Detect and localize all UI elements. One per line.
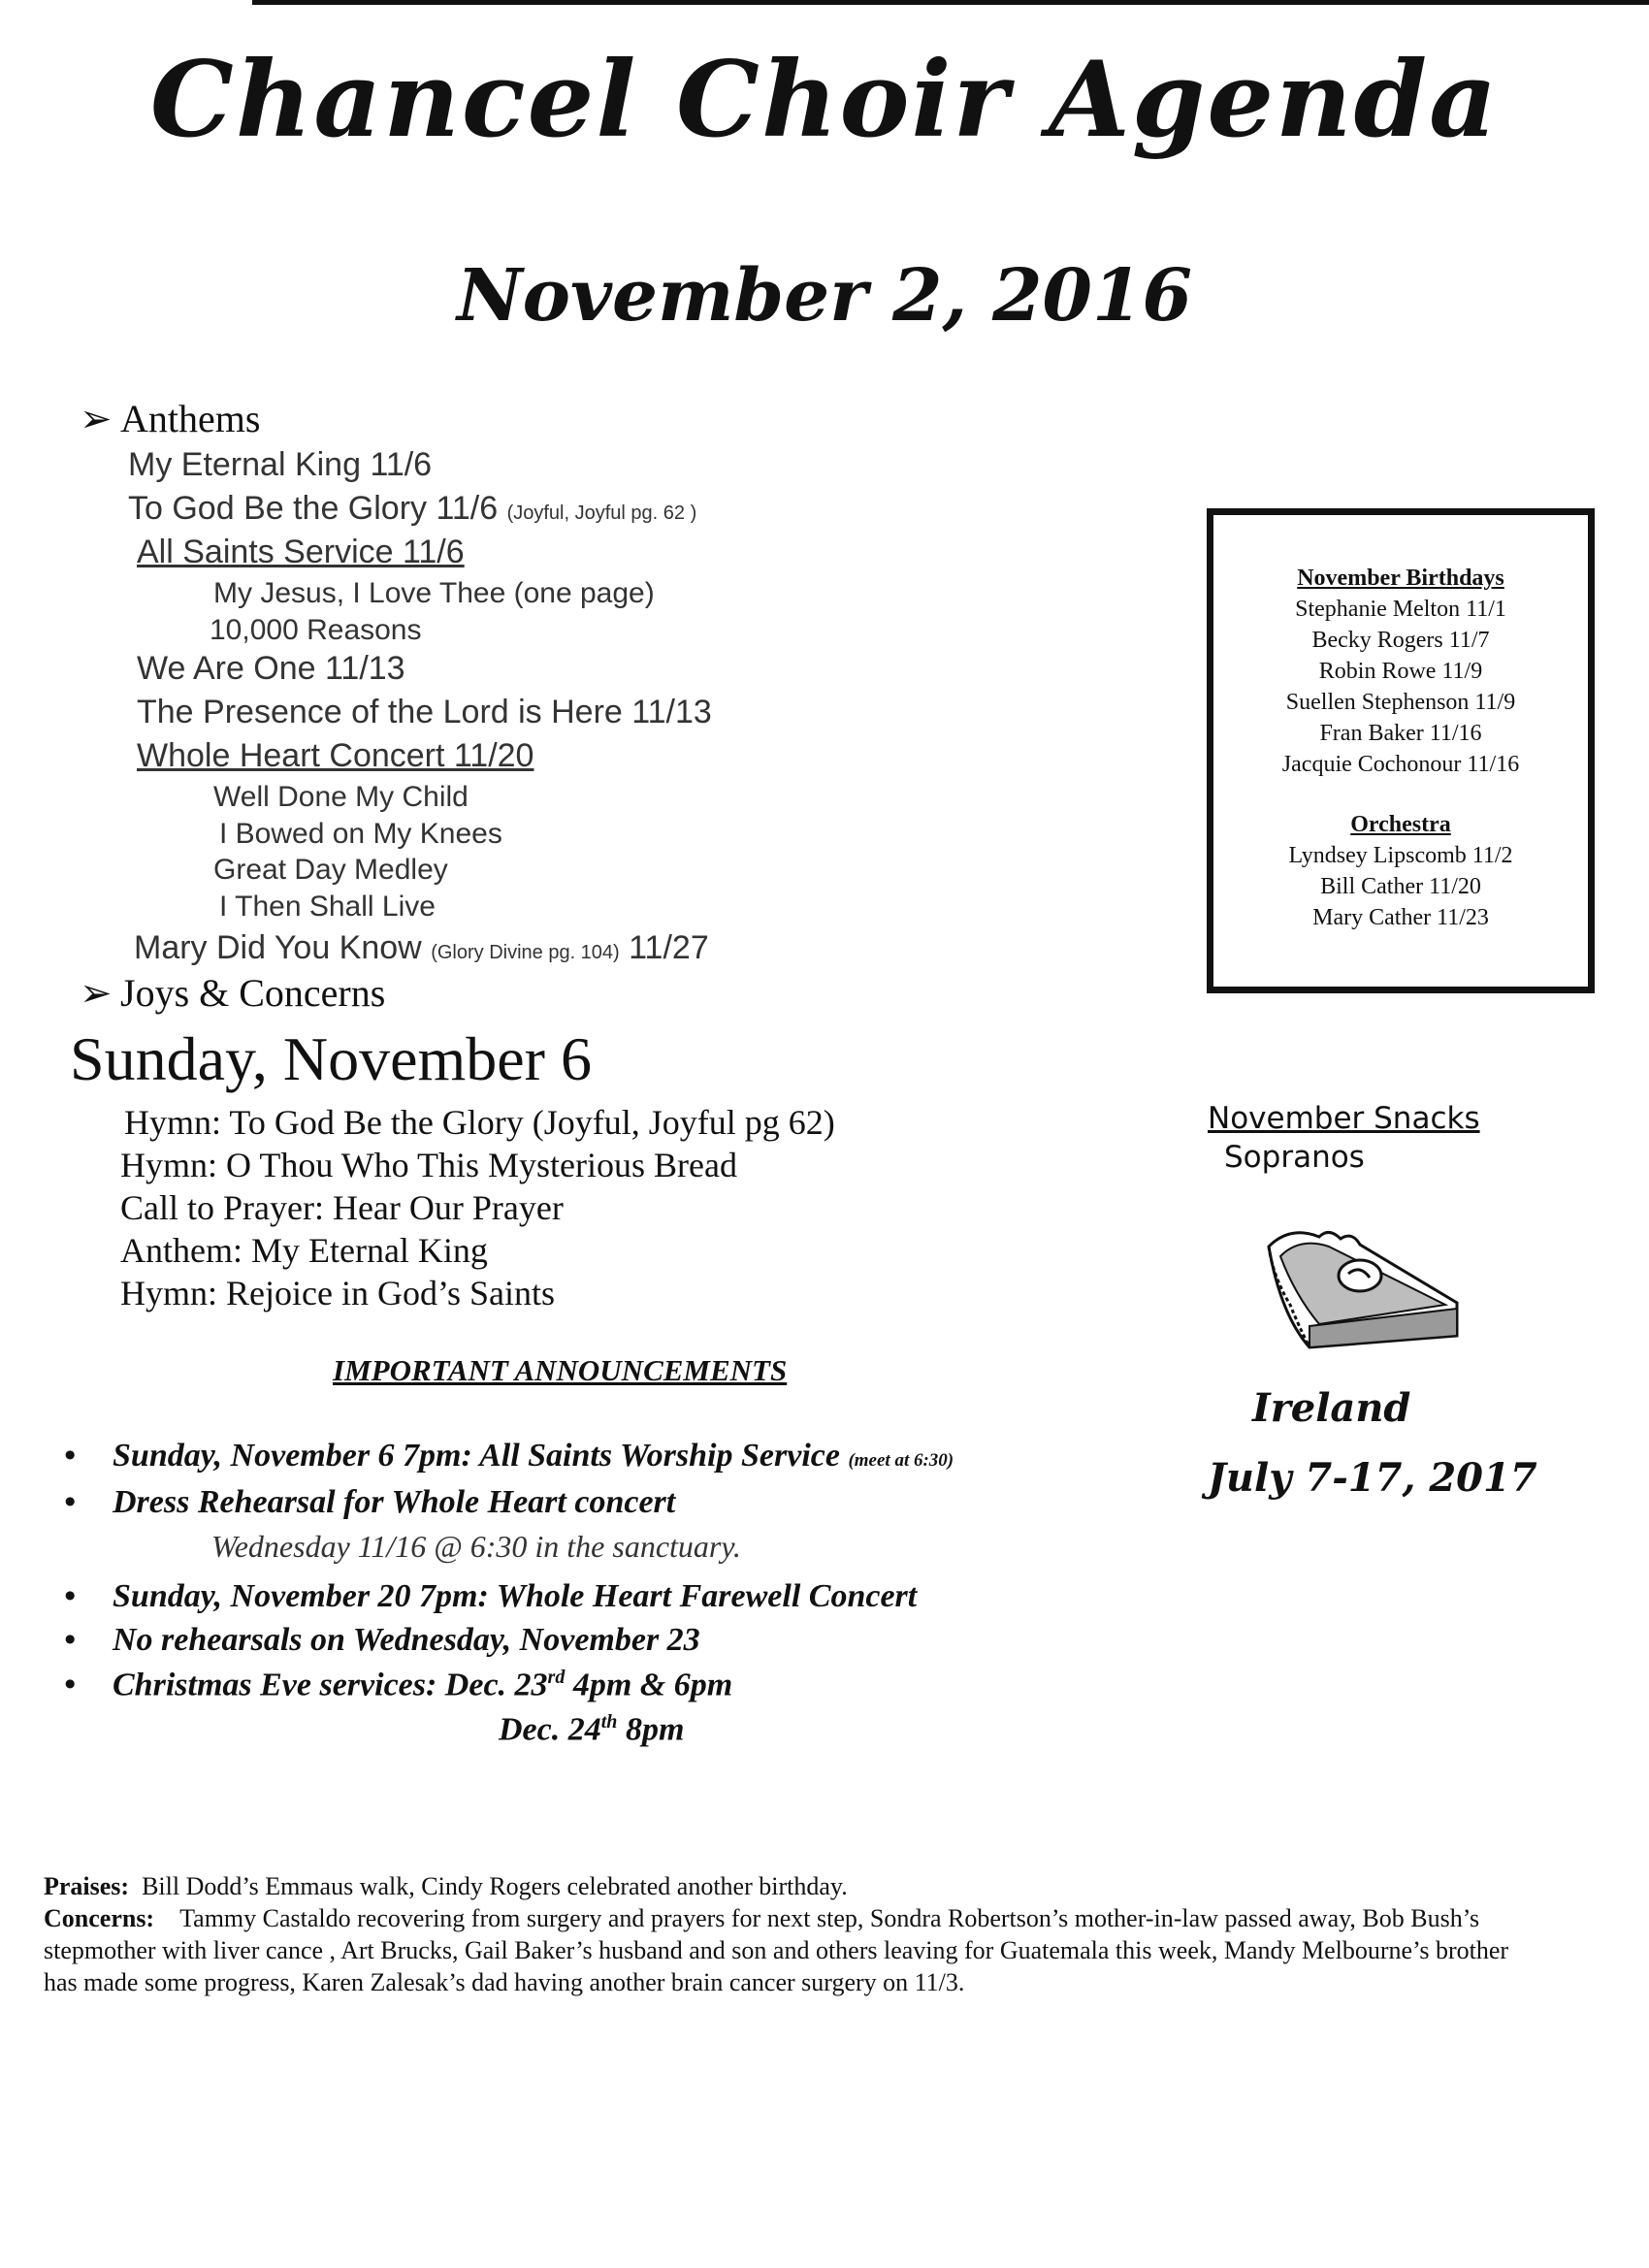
anthem-subitem: Great Day Medley: [213, 854, 448, 886]
bullet-icon: •: [64, 1578, 76, 1614]
concerns-label: Concerns:: [44, 1904, 155, 1932]
announcement-item: • Dress Rehearsal for Whole Heart concert: [64, 1484, 676, 1520]
birthday-item: Suellen Stephenson 11/9: [1285, 690, 1516, 715]
anthem-item: We Are One 11/13: [137, 650, 405, 687]
announcement-item: • Sunday, November 6 7pm: All Saints Worship Service (meet at 6:30): [64, 1438, 954, 1474]
announcement-subitem: Wednesday 11/16 @ 6:30 in the sanctuary.: [211, 1529, 741, 1564]
anthem-group-heading: All Saints Service 11/6: [137, 534, 465, 570]
birthdays-heading: November Birthdays: [1297, 566, 1504, 591]
anthem-item: To God Be the Glory 11/6 (Joyful, Joyful pg. 62 ): [128, 490, 697, 527]
anthem-subitem: I Bowed on My Knees: [219, 818, 502, 850]
service-item: Anthem: My Eternal King: [120, 1231, 488, 1270]
announcement-subitem: Dec. 24th 8pm: [499, 1711, 685, 1748]
service-item: Hymn: Rejoice in God’s Saints: [120, 1274, 555, 1312]
page-title: Chancel Choir Agenda: [149, 39, 1500, 161]
trip-dates: July 7-17, 2017: [1208, 1455, 1537, 1501]
anthem-item: Mary Did You Know (Glory Divine pg. 104) 11/27: [134, 929, 709, 966]
announcement-item: • No rehearsals on Wednesday, November 23: [64, 1622, 700, 1658]
snacks-group: Sopranos: [1224, 1140, 1365, 1175]
bullet-icon: •: [64, 1622, 76, 1658]
birthdays-box: [1207, 508, 1595, 993]
snacks-heading: November Snacks: [1208, 1101, 1480, 1136]
orchestra-heading: Orchestra: [1350, 812, 1451, 837]
bullet-icon: •: [64, 1438, 76, 1474]
birthday-item: Jacquie Cochonour 11/16: [1281, 752, 1520, 777]
sunday-heading: Sunday, November 6: [70, 1024, 592, 1093]
announcement-item: • Sunday, November 20 7pm: Whole Heart Farewell Concert: [64, 1578, 918, 1614]
anthem-subitem: 10,000 Reasons: [210, 614, 422, 646]
service-item: Hymn: To God Be the Glory (Joyful, Joyful pg 62): [124, 1103, 835, 1142]
anthem-subitem: Well Done My Child: [213, 781, 469, 813]
announcement-item: • Christmas Eve services: Dec. 23rd 4pm & 6pm: [64, 1667, 733, 1703]
bullet-icon: •: [64, 1667, 76, 1703]
top-border: [252, 0, 1649, 5]
orchestra-item: Bill Cather 11/20: [1320, 874, 1481, 899]
anthems-heading: ➢ Anthems: [80, 397, 261, 440]
anthem-item: My Eternal King 11/6: [128, 446, 433, 483]
bullet-icon: •: [64, 1484, 76, 1520]
anthem-item: The Presence of the Lord is Here 11/13: [137, 694, 712, 730]
orchestra-item: Mary Cather 11/23: [1312, 905, 1489, 930]
agenda-date: November 2, 2016: [457, 254, 1192, 338]
concerns-text: Tammy Castaldo recovering from surgery and prayers for next step, Sondra Robertson’s mother-in-law passed away, Bob Bush’s stepmother with liver cance , Art Brucks, Gail Baker’s husband and son and others leaving for Guatemala this week, Mandy Melbourne’s brother has made some progress, Karen Zalesak’s dad having another brain cancer surgery on 11/3.: [44, 1904, 1509, 1996]
announcements-heading: IMPORTANT ANNOUNCEMENTS: [333, 1353, 788, 1387]
arrow-bullet-icon: ➢: [80, 971, 113, 1015]
service-item: Hymn: O Thou Who This Mysterious Bread: [120, 1146, 737, 1184]
praises-label: Praises:: [44, 1872, 130, 1900]
pie-slice-icon: [1251, 1217, 1465, 1353]
birthday-item: Robin Rowe 11/9: [1318, 659, 1483, 684]
service-item: Call to Prayer: Hear Our Prayer: [120, 1188, 564, 1227]
orchestra-item: Lyndsey Lipscomb 11/2: [1288, 843, 1513, 868]
birthday-item: Becky Rogers 11/7: [1311, 628, 1490, 653]
joys-heading: ➢ Joys & Concerns: [80, 971, 386, 1015]
anthem-subitem: My Jesus, I Love Thee (one page): [213, 577, 655, 609]
praises-concerns-notes: [44, 1870, 1537, 1998]
birthday-item: Fran Baker 11/16: [1319, 721, 1482, 746]
anthem-group-heading: Whole Heart Concert 11/20: [137, 737, 534, 774]
arrow-bullet-icon: ➢: [80, 397, 113, 440]
trip-place: Ireland: [1252, 1385, 1411, 1431]
birthday-item: Stephanie Melton 11/1: [1295, 597, 1506, 622]
praises-text: Bill Dodd’s Emmaus walk, Cindy Rogers celebrated another birthday.: [142, 1872, 848, 1900]
anthem-subitem: I Then Shall Live: [219, 891, 436, 923]
